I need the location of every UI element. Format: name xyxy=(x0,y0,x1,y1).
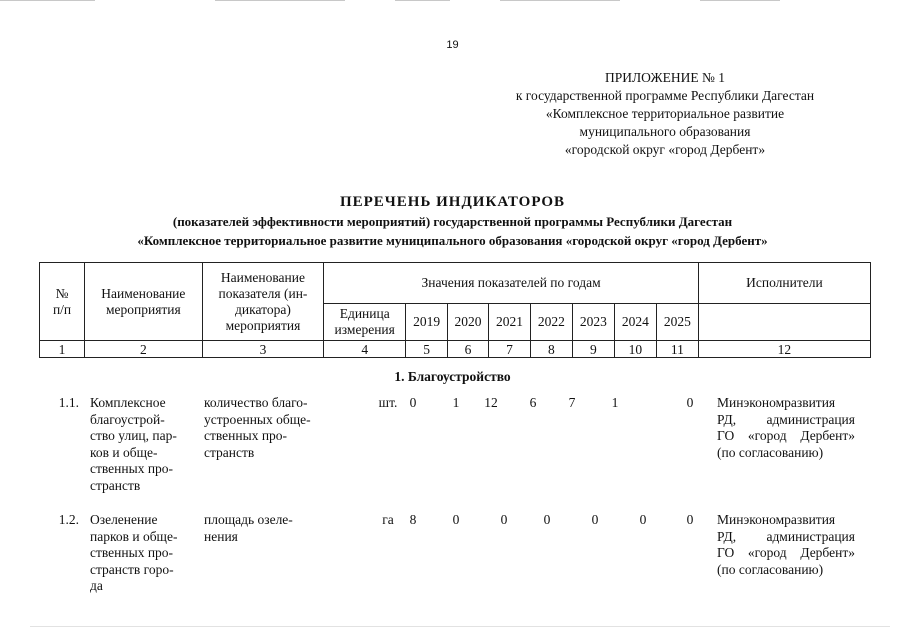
page-number: 19 xyxy=(446,39,459,51)
event-name-line: Озеленение xyxy=(90,512,158,527)
header-executors: Исполнители xyxy=(698,263,870,304)
year-value: 1 xyxy=(452,395,460,410)
unit-value: шт. xyxy=(378,395,398,410)
header-text: п/п xyxy=(52,301,72,317)
header-text: Наименование xyxy=(220,269,305,285)
title-line: (показателей эффективности мероприятий) государственной программы Республики Дагестан xyxy=(172,214,733,229)
executor-line: ГО «город Дербент» xyxy=(717,428,855,443)
indicator-line: устроенных обще- xyxy=(204,411,311,427)
event-name xyxy=(90,395,200,494)
annex-line: к государственной программе Республики Дагестан xyxy=(515,88,815,103)
indicators-table-header xyxy=(39,262,871,358)
event-name-line: ственных про- xyxy=(90,545,174,560)
indicator-line: странств xyxy=(204,444,255,460)
year-value: 0 xyxy=(591,512,599,527)
header-event-name xyxy=(85,263,203,341)
year-value: 0 xyxy=(500,512,508,527)
year-value: 0 xyxy=(639,512,647,527)
header-executors-empty xyxy=(698,304,870,341)
year-value: 0 xyxy=(686,512,694,527)
header-text: мероприятия xyxy=(105,301,181,317)
unit-value: га xyxy=(382,512,394,527)
executor-line: (по согласованию) xyxy=(717,444,824,460)
header-year: 2023 xyxy=(572,304,614,341)
year-value: 7 xyxy=(568,395,576,410)
indicator-line: нения xyxy=(204,528,238,544)
annex-header xyxy=(480,69,850,159)
event-name-line: парков и обще- xyxy=(90,528,178,544)
column-number: 1 xyxy=(40,341,85,358)
executor-line: Минэкономразвития xyxy=(717,395,836,410)
header-text: мероприятия xyxy=(225,317,301,333)
header-text: дикатора) xyxy=(235,301,291,317)
year-value: 6 xyxy=(529,395,537,410)
indicator-line: количество благо- xyxy=(204,395,308,410)
annex-line: ПРИЛОЖЕНИЕ № 1 xyxy=(604,70,726,85)
column-number: 12 xyxy=(698,341,870,358)
column-number: 7 xyxy=(488,341,530,358)
column-number: 4 xyxy=(324,341,406,358)
section-title: 1. Благоустройство xyxy=(394,369,511,384)
column-number: 2 xyxy=(85,341,203,358)
header-year: 2021 xyxy=(488,304,530,341)
header-year: 2020 xyxy=(448,304,489,341)
year-value: 0 xyxy=(409,395,417,410)
column-number: 5 xyxy=(406,341,448,358)
header-year: 2025 xyxy=(656,304,698,341)
scan-artifact xyxy=(395,0,450,1)
executor-line: ГО «город Дербент» xyxy=(717,545,855,560)
indicator-line: площадь озеле- xyxy=(204,512,293,527)
executor-line: Минэкономразвития xyxy=(717,512,836,527)
indicator-line: ственных про- xyxy=(204,428,288,443)
event-name-line: благоустрой- xyxy=(90,411,165,427)
executor xyxy=(717,395,855,461)
header-indicator-name xyxy=(202,263,324,341)
year-value: 0 xyxy=(543,512,551,527)
annex-line: «городской округ «город Дербент» xyxy=(564,142,766,157)
annex-line: «Комплексное территориальное развитие xyxy=(545,106,785,121)
header-year: 2022 xyxy=(530,304,572,341)
year-value: 0 xyxy=(686,395,694,410)
header-text: показателя (ин- xyxy=(218,285,308,301)
event-name xyxy=(90,512,200,595)
column-number: 10 xyxy=(614,341,656,358)
header-text: № xyxy=(55,285,69,301)
row-number: 1.2. xyxy=(58,512,79,527)
header-text: измерения xyxy=(334,322,395,337)
header-year: 2019 xyxy=(406,304,448,341)
column-number: 6 xyxy=(448,341,489,358)
scan-artifact xyxy=(215,0,345,1)
title-main: ПЕРЕЧЕНЬ ИНДИКАТОРОВ xyxy=(339,194,566,210)
header-year: 2024 xyxy=(614,304,656,341)
year-value: 1 xyxy=(611,395,619,410)
year-value: 0 xyxy=(452,512,460,527)
header-text: Наименование xyxy=(101,285,186,301)
annex-line: муниципального образования xyxy=(579,124,751,139)
executor-line: (по согласованию) xyxy=(717,561,824,577)
column-number: 11 xyxy=(656,341,698,358)
row-number: 1.1. xyxy=(58,395,79,410)
event-name-line: ство улиц, пар- xyxy=(90,428,177,443)
column-number: 3 xyxy=(202,341,324,358)
header-values-group: Значения показателей по годам xyxy=(324,263,699,304)
indicator-name xyxy=(204,512,322,545)
scan-artifact xyxy=(0,0,95,1)
event-name-line: ков и обще- xyxy=(90,444,158,460)
column-number: 8 xyxy=(530,341,572,358)
event-name-line: да xyxy=(90,578,103,593)
year-value: 12 xyxy=(484,395,498,410)
document-title xyxy=(0,193,905,250)
event-name-line: странств xyxy=(90,477,141,493)
executor xyxy=(717,512,855,578)
executor-line: РД, администрация xyxy=(717,411,855,427)
indicator-name xyxy=(204,395,322,461)
event-name-line: странств горо- xyxy=(90,561,174,577)
event-name-line: ственных про- xyxy=(90,461,174,476)
title-line: «Комплексное территориальное развитие муниципального образования «городской округ «город Дербент» xyxy=(137,233,768,248)
scan-artifact xyxy=(30,626,890,627)
header-text: Единица xyxy=(339,306,390,321)
header-unit xyxy=(324,304,406,341)
event-name-line: Комплексное xyxy=(90,395,166,410)
column-number: 9 xyxy=(572,341,614,358)
scan-artifact xyxy=(500,0,620,1)
header-num xyxy=(40,263,85,341)
table-row xyxy=(39,512,869,597)
year-value: 8 xyxy=(409,512,417,527)
table-row xyxy=(39,395,869,495)
scan-artifact xyxy=(700,0,780,1)
executor-line: РД, администрация xyxy=(717,528,855,544)
